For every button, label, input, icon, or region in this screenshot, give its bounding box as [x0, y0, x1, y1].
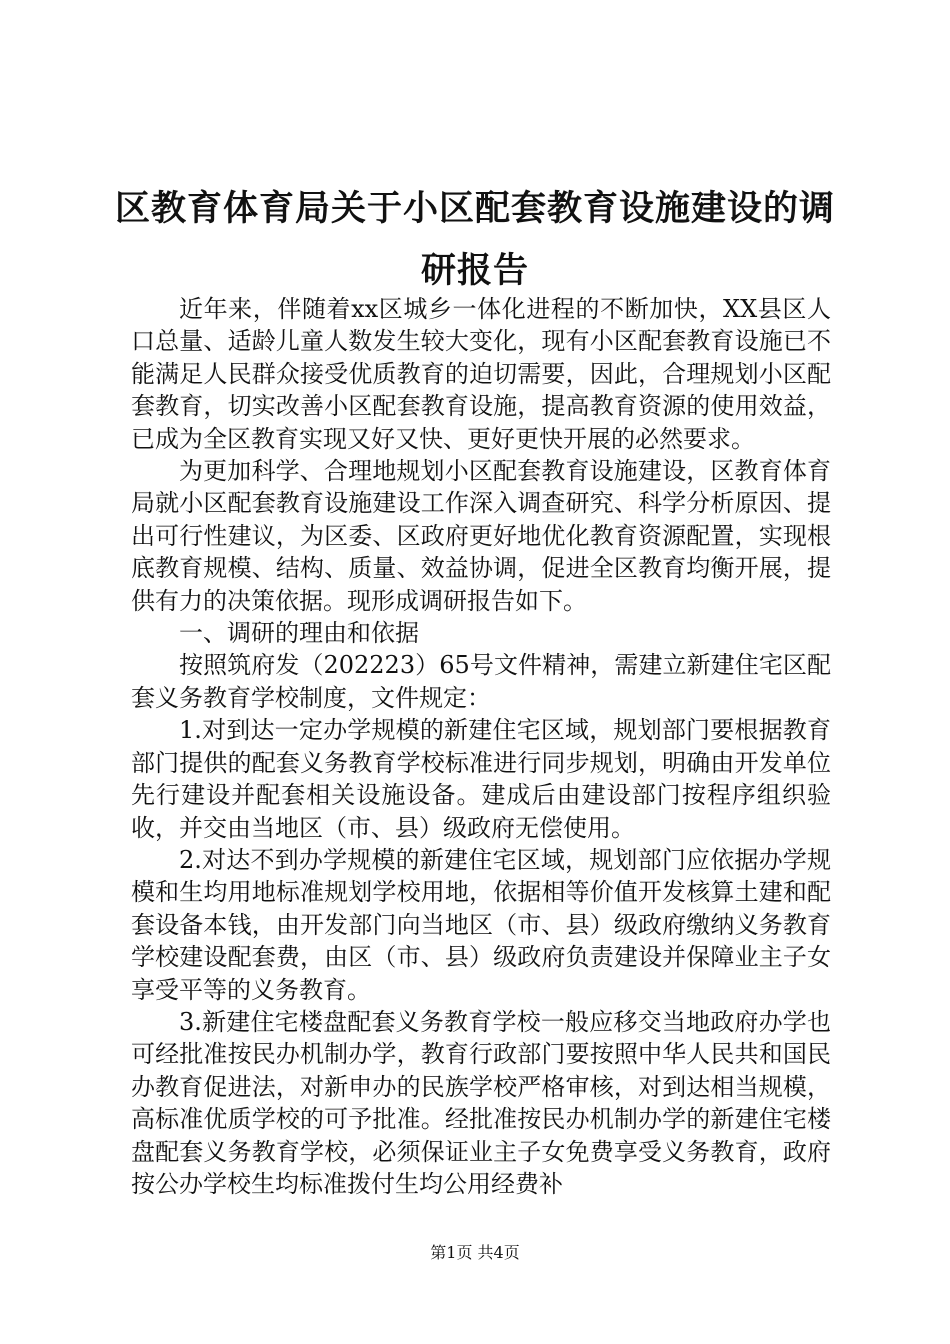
paragraph-intro: 近年来，伴随着xx区城乡一体化进程的不断加快，XX县区人口总量、适龄儿童人数发生较大变化，现有小区配套教育设施已不能满足人民群众接受优质教育的迫切需要，因此，合理规划小区配套教育，切实改善小区配套教育设施，提高教育资源的使用效益，已成为全区教育实现又好又快、更好更快开展的必然要求。	[131, 295, 831, 453]
document-body	[131, 293, 831, 1200]
paragraph-rule-1: 1.对到达一定办学规模的新建住宅区域，规划部门要根据教育部门提供的配套义务教育学校标准进行同步规划，明确由开发单位先行建设并配套相关设施设备。建成后由建设部门按程序组织验收，并交由当地区（市、县）级政府无偿使用。	[131, 716, 831, 842]
paragraph-purpose: 为更加科学、合理地规划小区配套教育设施建设，区教育体育局就小区配套教育设施建设工作深入调查研究、科学分析原因、提出可行性建议，为区委、区政府更好地优化教育资源配置，实现根底教育规模、结构、质量、效益协调，促进全区教育均衡开展，提供有力的决策依据。现形成调研报告如下。	[131, 457, 831, 615]
paragraph-rule-3: 3.新建住宅楼盘配套义务教育学校一般应移交当地政府办学也可经批准按民办机制办学，教育行政部门要按照中华人民共和国民办教育促进法，对新申办的民族学校严格审核，对到达相当规模，高标准优质学校的可予批准。经批准按民办机制办学的新建住宅楼盘配套义务教育学校，必须保证业主子女免费享受义务教育，政府按公办学校生均标准拨付生均公用经费补	[131, 1007, 831, 1198]
section-heading-1: 一、调研的理由和依据	[179, 619, 419, 648]
paragraph-basis: 按照筑府发（202223）65号文件精神，需建立新建住宅区配套义务教育学校制度，文件规定：	[131, 651, 831, 712]
paragraph-rule-2: 2.对达不到办学规模的新建住宅区域，规划部门应依据办学规模和生均用地标准规划学校用地，依据相等价值开发核算土建和配套设备本钱，由开发部门向当地区（市、县）级政府缴纳义务教育学校建设配套费，由区（市、县）级政府负责建设并保障业主子女享受平等的义务教育。	[131, 845, 831, 1004]
document-title: 区教育体育局关于小区配套教育设施建设的调研报告	[114, 189, 835, 291]
page-number-footer: 第1页 共4页	[430, 1243, 520, 1262]
